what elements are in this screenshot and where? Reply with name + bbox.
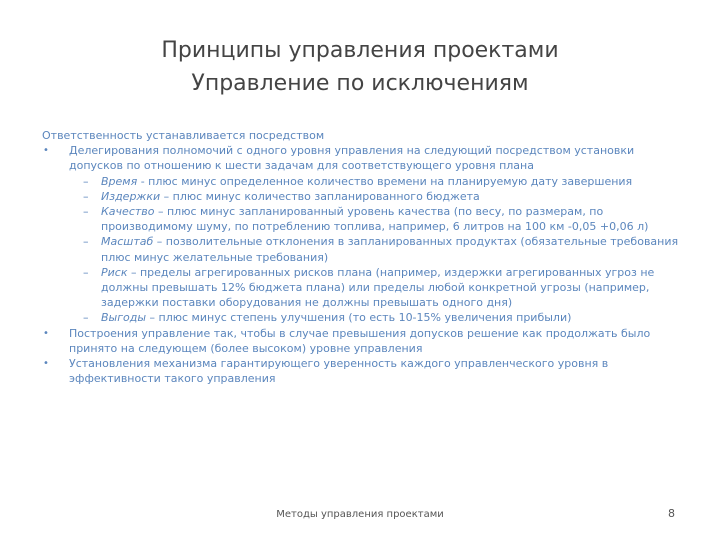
dash-icon: –	[83, 205, 89, 219]
bullet-text: Установления механизма гарантирующего уверенность каждого управленческого уровня в эффективности такого управления	[69, 357, 609, 386]
sub-item-term: Риск	[101, 265, 128, 279]
sub-item-term: Качество	[101, 205, 155, 219]
bullet-icon: •	[43, 145, 49, 157]
page-number: 8	[668, 507, 675, 520]
sub-item-term: Время	[101, 174, 138, 188]
dash-icon: –	[83, 311, 89, 325]
sub-item-text: – плюс минус количество запланированного бюджета	[160, 189, 480, 203]
title-line-1: Принципы управления проектами	[161, 38, 559, 63]
sub-item-text: – плюс минус запланированный уровень качества (по весу, по размерам, по производимому шуму, по потреблению топлива, например, 6 литров на 100 км -0,05 +0,06 л)	[101, 205, 649, 234]
sub-item-term: Масштаб	[101, 235, 154, 249]
dash-icon: –	[83, 265, 89, 279]
sub-item-term: Выгоды	[101, 311, 147, 325]
bullet-text: Делегирования полномочий с одного уровня управления на следующий посредством установки допусков по отношению к шести задачам для соответствующего уровня плана	[69, 144, 635, 173]
sub-item-quality	[42, 204, 690, 234]
bullet-item-delegation	[42, 143, 690, 173]
bullet-icon: •	[43, 358, 49, 370]
dash-icon: –	[83, 235, 89, 249]
slide-body	[42, 128, 690, 386]
sub-item-text: – плюс минус степень улучшения (то есть 10-15% увеличения прибыли)	[146, 311, 572, 325]
dash-icon: –	[83, 189, 89, 203]
sub-item-text: - плюс минус определенное количество времени на планируемую дату завершения	[137, 174, 633, 188]
bullet-icon: •	[43, 327, 49, 339]
sub-item-text: – пределы агрегированных рисков плана (например, издержки агрегированных угроз не должны превышать 12% бюджета плана) или пределы любой конкретной угрозы (например, задержки поставки оборудования не должны превышать одного дня)	[101, 265, 655, 310]
sub-item-term: Издержки	[101, 189, 161, 203]
sub-item-benefits	[42, 310, 690, 325]
sub-item-text: – позволительные отклонения в запланированных продуктах (обязательные требования плюс минус желательные требования)	[101, 235, 679, 264]
title-line-2: Управление по исключениям	[191, 71, 529, 96]
dash-icon: –	[83, 174, 89, 188]
bullet-item-assurance	[42, 356, 690, 386]
sub-item-risk	[42, 265, 690, 311]
sub-item-scope	[42, 234, 690, 264]
bullet-text: Построения управление так, чтобы в случае превышения допусков решение как продолжать было принято на следующем (более высоком) уровне управления	[69, 326, 651, 355]
sub-item-time	[42, 174, 690, 189]
bullet-item-escalation	[42, 326, 690, 356]
slide-footer: Методы управления проектами	[276, 509, 444, 520]
sub-item-costs	[42, 189, 690, 204]
lead-text: Ответственность устанавливается посредством	[42, 129, 325, 142]
slide-title	[0, 34, 720, 100]
